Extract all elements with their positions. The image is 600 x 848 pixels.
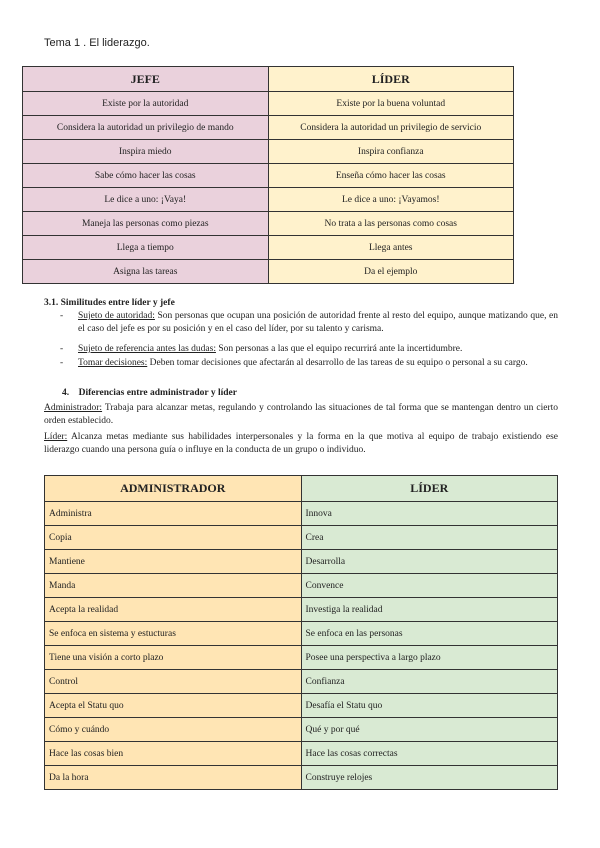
table-row xyxy=(45,718,558,742)
administrador-term: Administrador: xyxy=(44,403,103,413)
jefe-cell: Existe por la autoridad xyxy=(23,92,269,116)
administrador-cell: Copia xyxy=(45,526,302,550)
jefe-cell: Asigna las tareas xyxy=(23,260,269,284)
list-item xyxy=(60,310,558,336)
table-row xyxy=(23,92,514,116)
term-description: Son personas a las que el equipo recurrirá ante la incertidumbre. xyxy=(215,344,463,354)
administrador-cell: Control xyxy=(45,670,302,694)
jefe-cell: Considera la autoridad un privilegio de mando xyxy=(23,116,269,140)
administrador-cell: Acepta la realidad xyxy=(45,598,302,622)
term-label: Tomar decisiones: xyxy=(78,358,148,368)
administrador-cell: Se enfoca en sistema y estucturas xyxy=(45,622,302,646)
administrador-lider-table xyxy=(44,475,558,790)
lider-cell: Considera la autoridad un privilegio de servicio xyxy=(268,116,514,140)
term-label: Sujeto de referencia antes las dudas: xyxy=(78,344,216,354)
lider-cell: Construye relojes xyxy=(301,766,558,790)
administrador-cell: Da la hora xyxy=(45,766,302,790)
jefe-cell: Le dice a uno: ¡Vaya! xyxy=(23,188,269,212)
section-4-heading: 4. Diferencias entre administrador y líder xyxy=(62,388,237,398)
lider-cell: Crea xyxy=(301,526,558,550)
administrador-text: Trabaja para alcanzar metas, regulando y controlando las situaciones de tal forma que se mantengan dentro un cierto orden establecido. xyxy=(44,403,558,426)
list-item xyxy=(60,343,558,356)
lider-cell: Se enfoca en las personas xyxy=(301,622,558,646)
column-header-lider: LÍDER xyxy=(301,476,558,502)
bullet-dash: - xyxy=(60,358,64,368)
lider-cell: Desafía el Statu quo xyxy=(301,694,558,718)
lider-term: Líder: xyxy=(44,432,68,442)
jefe-cell: Maneja las personas como piezas xyxy=(23,212,269,236)
lider-cell: Llega antes xyxy=(268,236,514,260)
lider-cell: Confianza xyxy=(301,670,558,694)
administrador-cell: Hace las cosas bien xyxy=(45,742,302,766)
lider-cell: No trata a las personas como cosas xyxy=(268,212,514,236)
table-row xyxy=(45,646,558,670)
administrador-cell: Administra xyxy=(45,502,302,526)
table-row xyxy=(45,502,558,526)
term-label: Sujeto de autoridad: xyxy=(78,311,155,321)
table-row xyxy=(45,526,558,550)
table-row xyxy=(45,622,558,646)
table-row xyxy=(45,766,558,790)
jefe-cell: Sabe cómo hacer las cosas xyxy=(23,164,269,188)
administrador-cell: Tiene una visión a corto plazo xyxy=(45,646,302,670)
column-header-administrador: ADMINISTRADOR xyxy=(45,476,302,502)
administrador-cell: Cómo y cuándo xyxy=(45,718,302,742)
lider-cell: Investiga la realidad xyxy=(301,598,558,622)
column-header-jefe: JEFE xyxy=(23,67,269,92)
table-row xyxy=(45,550,558,574)
table-row xyxy=(23,116,514,140)
table-row xyxy=(23,140,514,164)
term-description: Son personas que ocupan una posición de autoridad frente al resto del equipo, aunque matizando que, en el caso del jefe es por su posición y en el caso del líder, por su talento y carisma. xyxy=(78,311,559,334)
table-row xyxy=(45,598,558,622)
lider-cell: Innova xyxy=(301,502,558,526)
administrador-cell: Manda xyxy=(45,574,302,598)
lider-cell: Posee una perspectiva a largo plazo xyxy=(301,646,558,670)
lider-cell: Da el ejemplo xyxy=(268,260,514,284)
term-description: Deben tomar decisiones que afectarán al desarrollo de las tareas de su equipo o personal a su cargo. xyxy=(147,358,528,368)
lider-text: Alcanza metas mediante sus habilidades interpersonales y la forma en la que motiva al equipo de trabajo existiendo ese liderazgo cuando una persona guía o influye en la conducta de un grupo o individuo. xyxy=(44,432,558,455)
administrador-cell: Mantiene xyxy=(45,550,302,574)
section-3-1-heading: 3.1. Similitudes entre líder y jefe xyxy=(44,298,175,308)
lider-cell: Enseña cómo hacer las cosas xyxy=(268,164,514,188)
table-row xyxy=(45,694,558,718)
lider-cell: Inspira confianza xyxy=(268,140,514,164)
administrador-cell: Acepta el Statu quo xyxy=(45,694,302,718)
lider-cell: Desarrolla xyxy=(301,550,558,574)
table-row xyxy=(45,574,558,598)
table-row xyxy=(23,260,514,284)
lider-definition xyxy=(44,431,558,456)
column-header-lider: LÍDER xyxy=(268,67,514,92)
lider-cell: Hace las cosas correctas xyxy=(301,742,558,766)
bullet-dash: - xyxy=(60,311,64,321)
jefe-cell: Llega a tiempo xyxy=(23,236,269,260)
table-row xyxy=(23,164,514,188)
lider-cell: Convence xyxy=(301,574,558,598)
lider-cell: Qué y por qué xyxy=(301,718,558,742)
document-title: Tema 1 . El liderazgo. xyxy=(44,37,150,49)
administrador-definition xyxy=(44,402,558,427)
bullet-dash: - xyxy=(60,344,64,354)
table-row xyxy=(23,188,514,212)
table-row xyxy=(23,236,514,260)
jefe-lider-table xyxy=(22,66,514,284)
table-row xyxy=(45,742,558,766)
table-row xyxy=(45,670,558,694)
table-row xyxy=(23,212,514,236)
lider-cell: Le dice a uno: ¡Vayamos! xyxy=(268,188,514,212)
list-item xyxy=(60,357,558,383)
jefe-cell: Inspira miedo xyxy=(23,140,269,164)
lider-cell: Existe por la buena voluntad xyxy=(268,92,514,116)
